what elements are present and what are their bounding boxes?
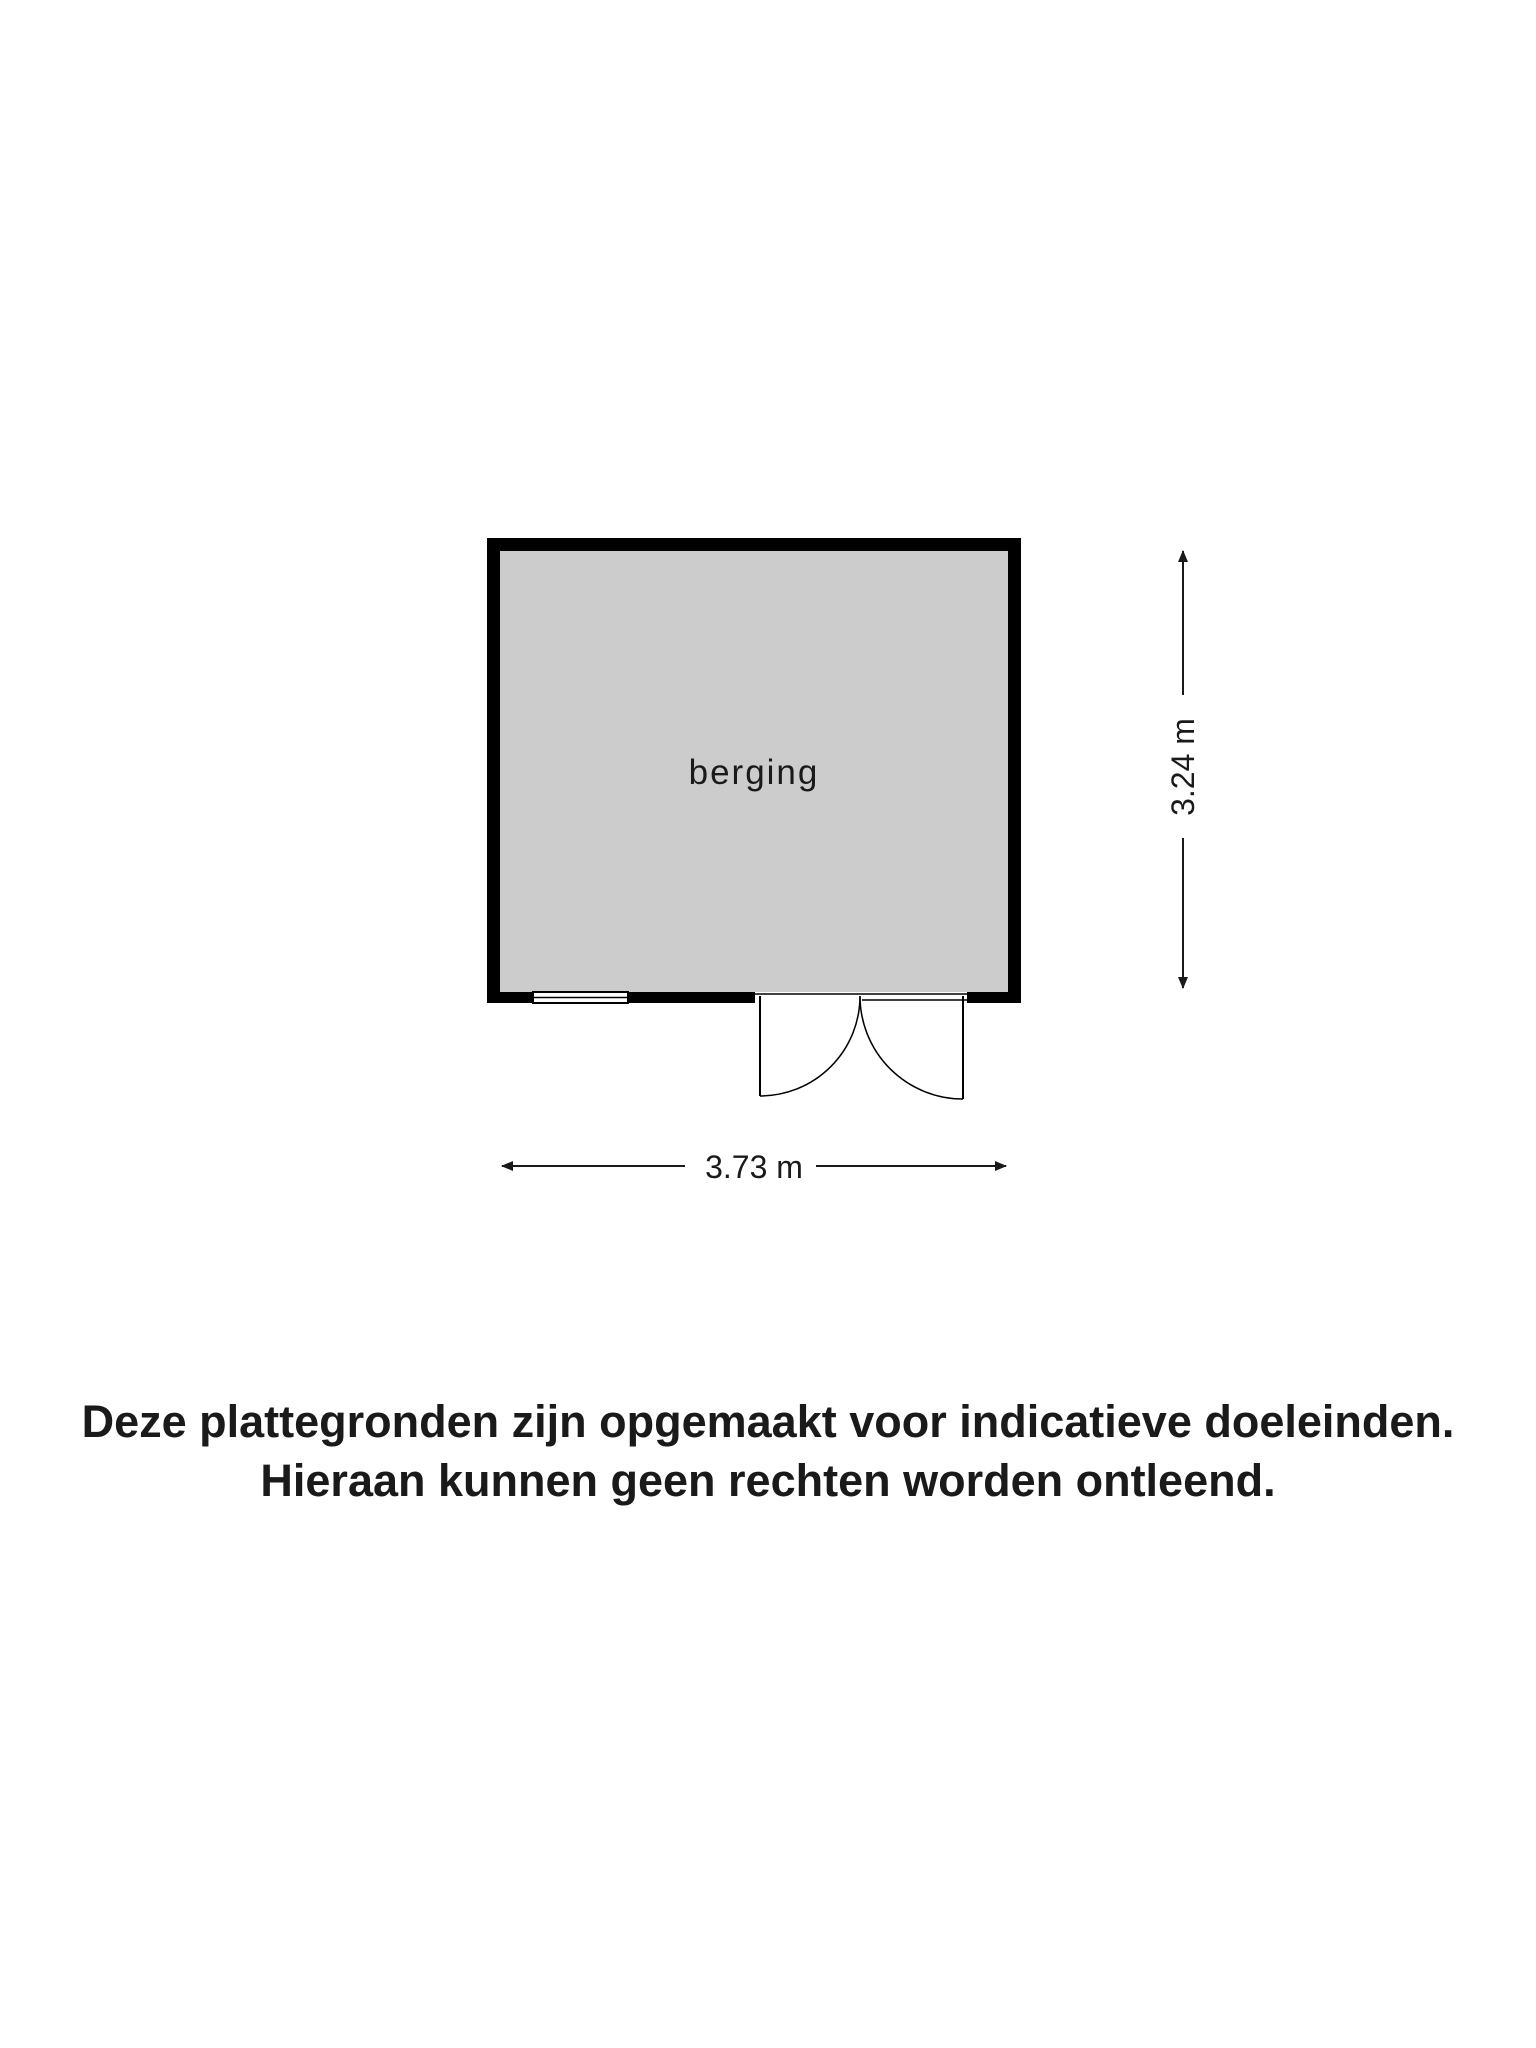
disclaimer-line-1: Deze plattegronden zijn opgemaakt voor indicatieve doeleinden. [81,1396,1455,1447]
wall-bottom-segment-middle [628,992,754,1003]
wall-bottom-segment-right [968,992,1021,1003]
disclaimer [0,1392,1536,1510]
wall-left [487,538,500,1003]
width-dimension [502,1149,1006,1185]
height-dimension-label: 3.24 m [1165,718,1201,816]
room-label: berging [688,753,820,792]
wall-bottom-segment-left [487,992,533,1003]
disclaimer-line-2: Hieraan kunnen geen rechten worden ontleend. [260,1455,1276,1506]
width-dimension-label: 3.73 m [705,1149,803,1185]
double-door [754,992,968,1099]
wall-top [487,538,1021,551]
wall-right [1008,538,1021,1003]
window [533,992,628,1003]
height-dimension [1165,551,1201,988]
